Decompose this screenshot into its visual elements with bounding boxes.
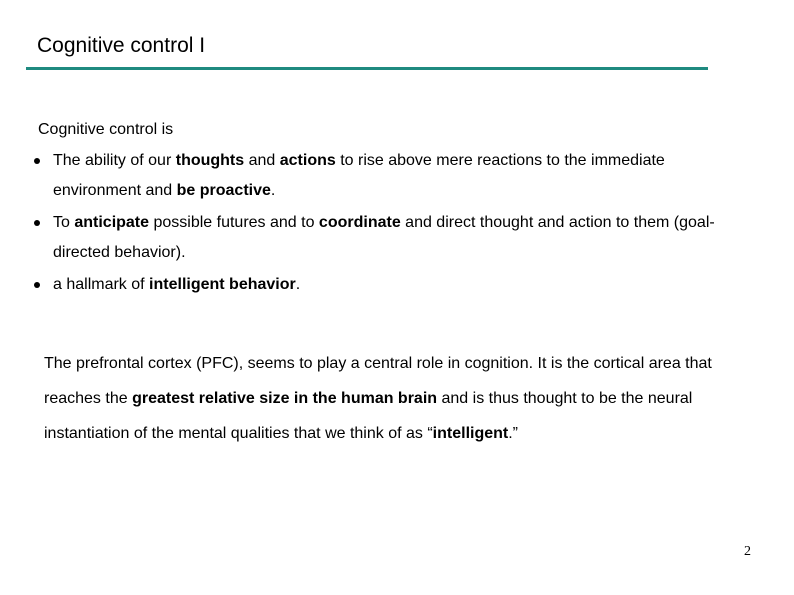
text-run: .”: [508, 425, 519, 442]
text-run: The ability of our: [53, 152, 176, 169]
page-number: 2: [744, 544, 751, 559]
emphasized-text: anticipate: [74, 214, 150, 231]
bullet-list: [34, 146, 734, 302]
text-run: and direct thought and action to them (goal-directed behavior).: [53, 214, 715, 261]
intro-text: Cognitive control is: [38, 121, 174, 138]
text-run: .: [295, 276, 301, 293]
emphasized-text: intelligent: [432, 425, 509, 442]
bullet-text: [53, 276, 300, 293]
bullet-dot-icon: [34, 282, 40, 288]
text-run: possible futures and to: [149, 214, 319, 231]
text-run: to rise above mere reactions to the immediate environment and: [53, 152, 665, 199]
slide-title: Cognitive control I: [37, 34, 206, 57]
text-run: and: [244, 152, 280, 169]
emphasized-text: actions: [279, 152, 336, 169]
bullet-item: [34, 146, 734, 206]
emphasized-text: be proactive: [176, 182, 271, 199]
emphasized-text: intelligent behavior: [149, 276, 296, 293]
emphasized-text: thoughts: [175, 152, 245, 169]
text-run: .: [270, 182, 276, 199]
text-run: The prefrontal cortex (PFC), seems to play a central role in cognition. It is the cortical area that reaches the: [44, 355, 712, 407]
bullet-dot-icon: [34, 220, 40, 226]
emphasized-text: coordinate: [318, 214, 401, 231]
title-underline: [26, 67, 708, 70]
bullet-text: [53, 152, 665, 199]
bullet-item: [34, 208, 734, 268]
bullet-text: [53, 214, 715, 261]
bullet-item: [34, 270, 734, 300]
emphasized-text: greatest relative size in the human brain: [132, 390, 438, 407]
pfc-paragraph: [44, 346, 724, 451]
text-run: and is thus thought to be the neural instantiation of the mental qualities that we think of as “: [44, 390, 693, 442]
text-run: a hallmark of: [53, 276, 150, 293]
text-run: To: [53, 214, 75, 231]
bullet-dot-icon: [34, 158, 40, 164]
